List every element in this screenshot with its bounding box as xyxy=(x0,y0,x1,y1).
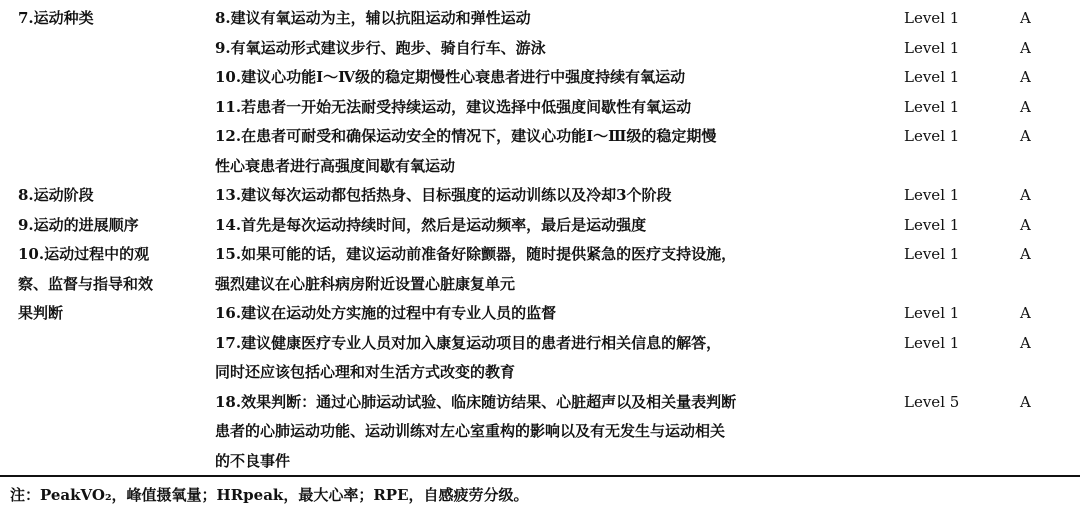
table-row xyxy=(0,416,1080,446)
table-row xyxy=(0,328,1080,358)
category-cell: 9.运动的进展顺序 xyxy=(18,215,139,234)
recommendation-cell: 15.如果可能的话，建议运动前准备好除颤器，随时提供紧急的医疗支持设施， xyxy=(215,245,737,263)
grade-cell: A xyxy=(1020,392,1031,411)
category-cell: 果判断 xyxy=(18,304,64,322)
recommendation-cell: 患者的心肺运动功能、运动训练对左心室重构的影响以及有无发生与运动相关 xyxy=(215,422,726,440)
recommendation-cell: 12.在患者可耐受和确保运动安全的情况下，建议心功能Ⅰ～Ⅲ级的稳定期慢 xyxy=(215,127,717,145)
grade-cell: A xyxy=(1020,333,1031,352)
recommendation-cell: 的不良事件 xyxy=(215,451,291,470)
recommendation-cell: 11.若患者一开始无法耐受持续运动，建议选择中低强度间歇性有氧运动 xyxy=(215,97,692,116)
evidence-level-cell: Level 1 xyxy=(904,215,960,234)
table-bottom-rule xyxy=(0,475,1080,477)
recommendation-cell: 17.建议健康医疗专业人员对加入康复运动项目的患者进行相关信息的解答， xyxy=(215,333,722,352)
evidence-level-cell: Level 1 xyxy=(904,333,960,352)
table-row xyxy=(0,239,1080,269)
recommendation-cell: 13.建议每次运动都包括热身、目标强度的运动训练以及冷却3个阶段 xyxy=(215,186,672,204)
category-cell: 10.运动过程中的观 xyxy=(18,245,150,263)
table-row xyxy=(0,121,1080,151)
recommendation-cell: 16.建议在运动处方实施的过程中有专业人员的监督 xyxy=(215,304,557,322)
table-row xyxy=(0,151,1080,181)
table-row xyxy=(0,298,1080,328)
grade-cell: A xyxy=(1020,186,1031,204)
category-cell: 7.运动种类 xyxy=(18,9,94,27)
grade-cell: A xyxy=(1020,9,1031,27)
evidence-level-cell: Level 1 xyxy=(904,304,960,322)
recommendation-cell: 18.效果判断：通过心肺运动试验、临床随访结果、心脏超声以及相关量表判断 xyxy=(215,392,737,411)
table-row xyxy=(0,92,1080,122)
evidence-level-cell: Level 1 xyxy=(904,9,960,27)
category-cell: 察、监督与指导和效 xyxy=(18,274,154,293)
table-row xyxy=(0,180,1080,210)
table-row xyxy=(0,33,1080,63)
evidence-level-cell: Level 5 xyxy=(904,392,960,411)
table-row xyxy=(0,387,1080,417)
recommendation-cell: 同时还应该包括心理和对生活方式改变的教育 xyxy=(215,363,516,381)
table-row xyxy=(0,62,1080,92)
table-row xyxy=(0,3,1080,33)
evidence-level-cell: Level 1 xyxy=(904,97,960,116)
table-row xyxy=(0,269,1080,299)
recommendation-cell: 强烈建议在心脏科病房附近设置心脏康复单元 xyxy=(215,274,516,293)
evidence-level-cell: Level 1 xyxy=(904,127,960,145)
table-row xyxy=(0,446,1080,476)
table-row xyxy=(0,357,1080,387)
grade-cell: A xyxy=(1020,68,1031,86)
recommendation-cell: 8.建议有氧运动为主，辅以抗阻运动和弹性运动 xyxy=(215,9,531,27)
table-row xyxy=(0,210,1080,240)
evidence-level-cell: Level 1 xyxy=(904,186,960,204)
grade-cell: A xyxy=(1020,245,1031,263)
category-cell: 8.运动阶段 xyxy=(18,186,94,204)
evidence-level-cell: Level 1 xyxy=(904,68,960,86)
evidence-level-cell: Level 1 xyxy=(904,38,960,57)
recommendation-cell: 14.首先是每次运动持续时间，然后是运动频率，最后是运动强度 xyxy=(215,215,647,234)
grade-cell: A xyxy=(1020,215,1031,234)
evidence-level-cell: Level 1 xyxy=(904,245,960,263)
recommendation-cell: 10.建议心功能Ⅰ～Ⅳ级的稳定期慢性心衰患者进行中强度持续有氧运动 xyxy=(215,68,686,86)
recommendation-cell: 9.有氧运动形式建议步行、跑步、骑自行车、游泳 xyxy=(215,38,546,57)
grade-cell: A xyxy=(1020,97,1031,116)
table-footnote: 注：PeakVO₂，峰值摄氧量；HRpeak，最大心率；RPE，自感疲劳分级。 xyxy=(10,486,529,504)
grade-cell: A xyxy=(1020,304,1031,322)
recommendation-cell: 性心衰患者进行高强度间歇有氧运动 xyxy=(215,156,456,175)
grade-cell: A xyxy=(1020,38,1031,57)
grade-cell: A xyxy=(1020,127,1031,145)
